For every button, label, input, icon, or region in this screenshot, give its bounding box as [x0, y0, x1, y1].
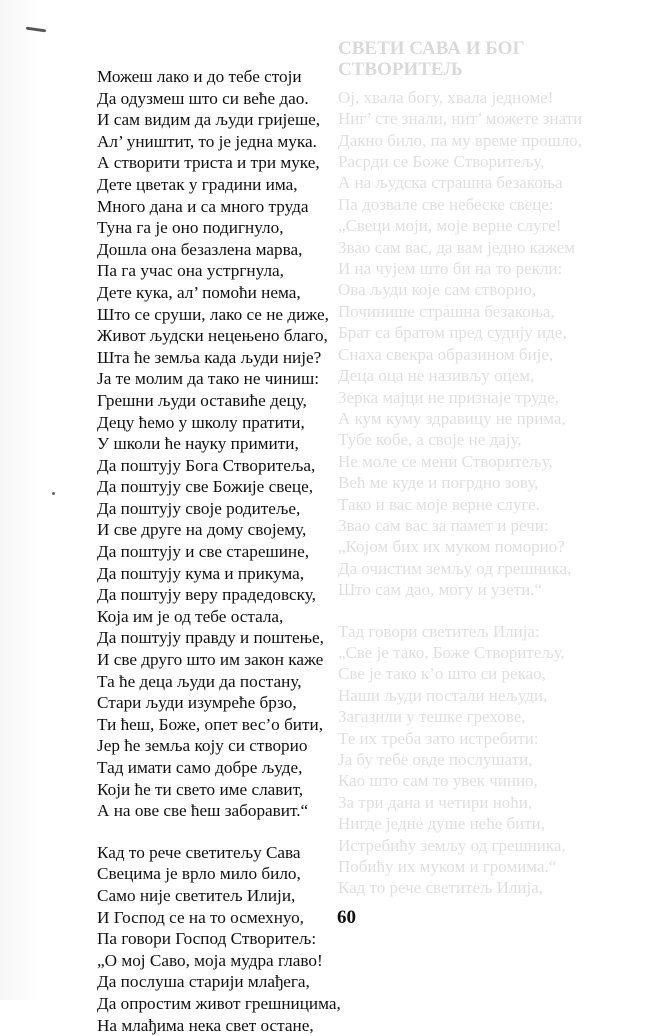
poem-line: Можеш лако и до тебе стоји [97, 67, 302, 86]
poem-line: Јер ће земља коју си створио [97, 736, 308, 756]
poem-line: Да поштују све Божије свеце, [97, 477, 313, 497]
poem-line: Децу ћемо у школу пратити, [97, 412, 305, 432]
bleed-line: „Којом бих их муком поморио? [338, 537, 565, 557]
bleed-line: Да очистим земљу од грешника, [338, 558, 572, 578]
bleed-line: Побићу их муком и громима.“ [338, 857, 557, 877]
bleed-line: Брат са братом пред судију иде, [338, 323, 567, 343]
bleed-line: „Свеци моји, моје верне слуге! [338, 216, 562, 236]
bleed-line: Деца оца не називљу оцем, [338, 366, 535, 386]
stanza [97, 66, 397, 822]
bleed-line: Ја бу тебе овде послушати, [338, 750, 533, 769]
poem-line: А створити триста и три муке, [97, 153, 320, 173]
bleed-line: Све је тако к’о што си рекао, [338, 664, 546, 684]
poem-line: У школи ће науку примити, [97, 434, 299, 454]
bleed-line: Истребићу земљу од грешника, [338, 835, 566, 855]
bleed-line: Кад то рече светитељ Илија, [338, 878, 543, 898]
bleed-line: Дакно било, па му време прошло, [338, 130, 582, 150]
poem-line: Да поштују правду и поштење, [97, 628, 324, 648]
poem-line: Да послуша старији млађега, [97, 972, 310, 992]
poem-line: Много дана и са много труда [97, 196, 309, 216]
bleed-line: Већ ме куде и погрдно зову, [338, 473, 539, 493]
poem-line: И Господ се на то осмехнуо, [97, 907, 304, 927]
poem-line: Тад имати само добре људе, [97, 758, 303, 777]
poem-line: Па говори Господ Створитељ: [97, 929, 317, 949]
poem-line: Дете цветак у градини има, [97, 174, 298, 194]
bleed-line: Звао сам вас, да вам једно кажем [338, 237, 576, 257]
scan-artifact-dot [52, 492, 55, 495]
poem-line: Та ће деца људи да постану, [97, 671, 302, 691]
bleed-line: „Све је тако, Боже Створитељу, [338, 642, 565, 662]
poem-line: Да одузмеш што си веће дао. [97, 88, 309, 108]
poem-line: Само није светитељ Илији, [97, 885, 296, 905]
bleed-line: Не моле се мени Створитељу, [338, 451, 553, 471]
bleed-line: Тубе кобе, а своје не дају, [338, 430, 522, 450]
stanza [97, 842, 397, 1036]
bleed-line: Звао сам вас за памет и речи: [338, 515, 549, 535]
poem-line: А на ове све ћеш заборавит.“ [97, 801, 309, 821]
poem-line: Стари људи изумреће брзо, [97, 693, 297, 713]
poem-line: Па га учас она устргнула, [97, 261, 284, 281]
bleed-line: Загазили у тешке грехове, [338, 707, 526, 727]
poem-line: Грешни људи оставиће децу, [97, 390, 307, 410]
bleed-line: Што сам дао, могу и узети.“ [338, 580, 543, 600]
bleed-line: Снаха свекра образином бије, [338, 344, 554, 364]
bleed-line: А на људска страшна безакоња [338, 173, 563, 193]
poem-line: Дошла она безазлена марва, [97, 239, 303, 259]
poem-line: И све друге на дому својему, [97, 520, 307, 540]
poem-line: Да поштују веру прадедовску, [97, 585, 316, 605]
bleed-line: За три дана и четири ноћи, [338, 792, 533, 812]
page-number: 60 [337, 907, 356, 928]
bleed-line: Ова људи које сам створио, [338, 280, 537, 300]
bleed-line: Па дозвале све небеске свеце: [338, 194, 554, 214]
bleed-line: Наши људи постали нељуди, [338, 685, 548, 705]
poem-line: И све друго што им закон каже [97, 650, 324, 670]
bleed-line: Зерка мајци не признаје труде, [338, 387, 559, 407]
bleed-line: Починише страшна безакоња, [338, 301, 555, 321]
poem-line: Да поштују Бога Створитеља, [97, 455, 316, 475]
bleed-line: Као што сам то увек чинио, [338, 771, 538, 791]
bleed-line: Тад говори светитељ Илија: [338, 621, 540, 641]
poem-line: Што се сруши, лако се не диже, [97, 304, 329, 324]
poem-line: Шта ће земља када људи није? [97, 347, 322, 367]
bleed-line: Тако и вас моје верне слуге. [338, 494, 540, 514]
poem-line: Туна га је оно подигнуло, [97, 218, 284, 238]
poem-line: На млађима нека свет остане, [97, 1015, 314, 1035]
poem-line: Која им је од тебе остала, [97, 606, 284, 626]
poem-line: Ти ћеш, Боже, опет вес’о бити, [97, 714, 324, 734]
poem-line: Да поштују кума и прикума, [97, 563, 305, 583]
poem-line: Свецима је врло мило било, [97, 864, 301, 884]
bleed-line: Расрди се Боже Створитељу, [338, 152, 545, 172]
poem-line: Да поштују и све старешине, [97, 542, 310, 562]
poem-line: Ја те молим да тако не чиниш: [97, 369, 320, 389]
poem-line: „О мој Саво, моја мудра главо! [97, 950, 323, 970]
scan-artifact-mark [26, 27, 46, 33]
poem-line: Живот људски нецењено благо, [97, 326, 328, 346]
bleed-line: Ој, хвала богу, хвала једноме! [338, 87, 554, 107]
poem-line: Кад то рече светитељу Сава [97, 842, 301, 862]
poem-line: Да поштују своје родитеље, [97, 498, 301, 518]
poem-line: Који ће ти свето име славит, [97, 779, 304, 799]
poem-line: И сам видим да људи гријеше, [97, 110, 321, 130]
poem-text [97, 66, 397, 1036]
bleed-line: Нигде једне душе неће бити, [338, 814, 546, 834]
poem-line: Да опростим живот грешницима, [97, 993, 341, 1013]
bleed-line: А кум куму здравицу не прима, [338, 408, 566, 428]
bleed-line: И на чујем што би на то рекли: [338, 259, 563, 279]
bleed-line: Ниг’ сте знали, нит’ можете знати [338, 109, 583, 129]
bleed-title: СВЕТИ САВА И БОГ СТВОРИТЕЉ [338, 38, 525, 81]
poem-line: Дете кука, ал’ помоћи нема, [97, 282, 301, 302]
poem-line: Ал’ уништит, то је једна мука. [97, 131, 317, 151]
bleed-line: Те их треба зато истребити: [338, 728, 539, 748]
